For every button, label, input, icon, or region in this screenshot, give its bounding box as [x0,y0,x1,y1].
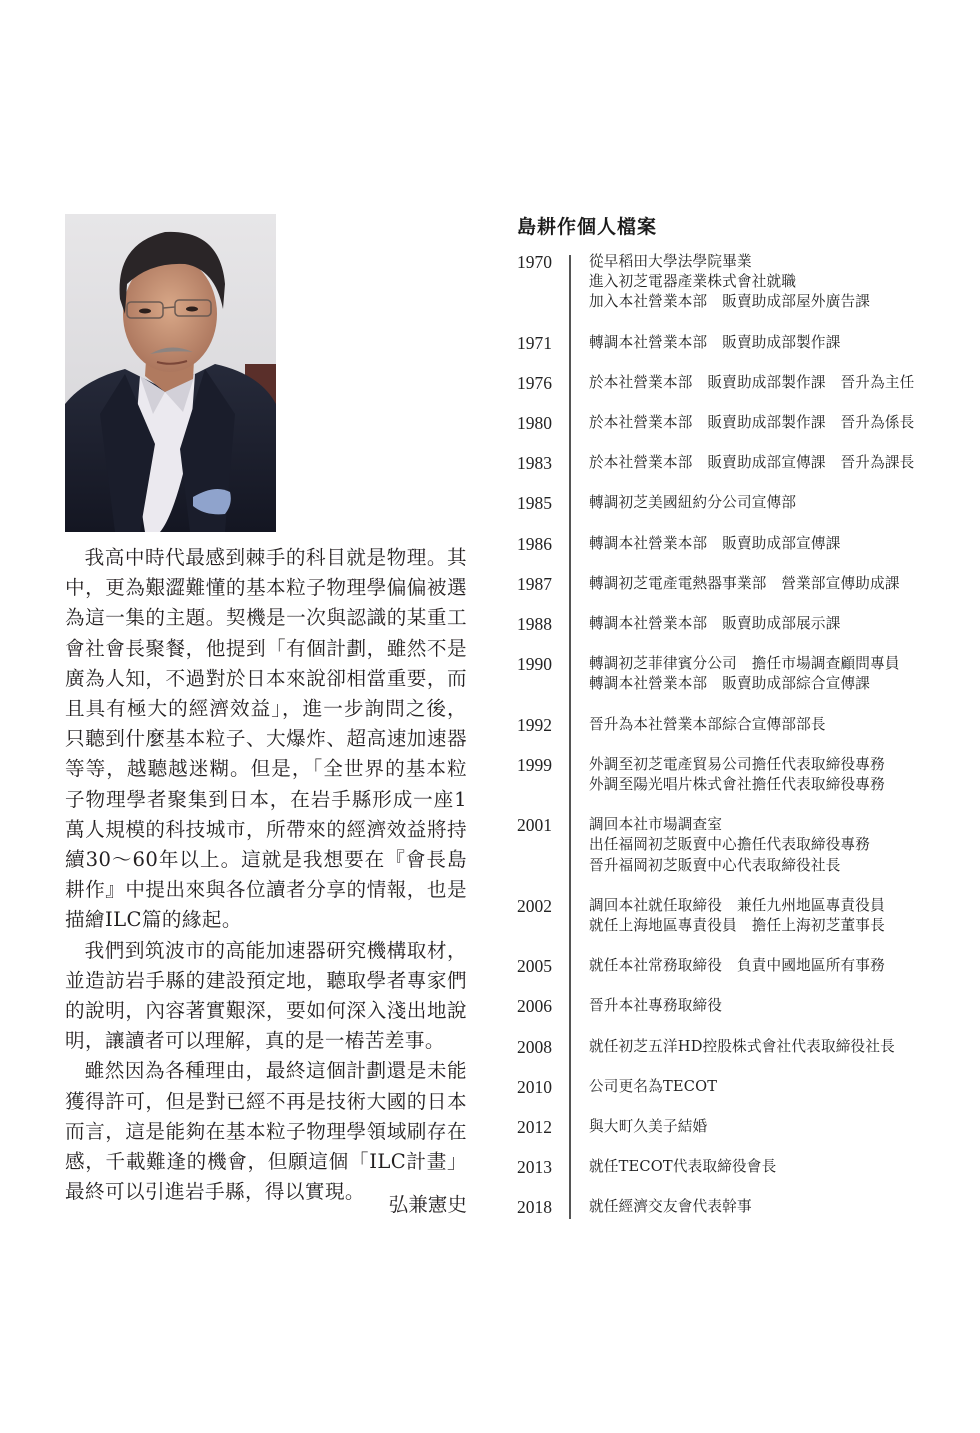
timeline-entry [517,1077,947,1097]
timeline-events [589,956,947,976]
timeline-entry [517,534,947,554]
timeline-year: 2001 [517,815,552,836]
timeline-event: 從早稻田大學法學院畢業 [589,253,752,270]
timeline-year: 2002 [517,895,552,916]
timeline-entry [517,413,947,433]
timeline-year: 1992 [517,714,552,735]
essay-paragraph: 雖然因為各種理由，最終這個計劃還是未能獲得許可，但是對已經不再是技術大國的日本而言，這是能夠在基本粒子物理學領域刷存在感，千載難逢的機會，但願這個「ILC計畫」最終可以引進岩手縣，得以實現。 [65,1059,467,1204]
timeline-year: 1987 [517,573,552,594]
timeline-events [589,815,947,876]
timeline-event: 轉調初芝美國紐約分公司宣傳部 [589,494,797,512]
afterword-essay [65,543,467,1207]
timeline-event: 調回本社就任取締役 兼任九州地區專責役員 [589,896,885,914]
timeline-entry [517,333,947,353]
timeline-entry [517,755,947,795]
timeline-entry [517,574,947,594]
timeline-events [589,333,947,353]
timeline-entry [517,614,947,634]
timeline-event: 轉調本社營業本部 販賣助成部宣傳課 [589,534,841,552]
timeline-events [589,1157,947,1177]
timeline-event: 轉調初芝菲律賓分公司 擔任市場調查顧問專員 [589,655,900,673]
timeline-events [589,574,947,594]
timeline-events [589,896,947,936]
timeline-event: 就任初芝五洋HD控股株式會社代表取締役社長 [589,1037,895,1055]
portrait-illustration [65,214,276,532]
timeline-year: 1971 [517,332,552,353]
timeline-entry [517,896,947,936]
timeline-year: 1990 [517,654,552,675]
timeline-entry [517,252,947,313]
timeline-events [589,715,947,735]
timeline-events [589,373,947,393]
timeline-year: 1986 [517,533,552,554]
timeline-entry [517,956,947,976]
timeline-event: 外調至陽光唱片株式會社擔任代表取締役專務 [589,776,885,794]
career-timeline [517,252,947,1218]
timeline-events [589,755,947,795]
timeline-events [589,1077,947,1097]
timeline-event: 就任經濟交友會代表幹事 [589,1198,752,1216]
timeline-year: 2012 [517,1117,552,1138]
timeline-event: 外調至初芝電產貿易公司擔任代表取締役專務 [589,755,885,773]
timeline-year: 2018 [517,1197,552,1218]
timeline-year: 1999 [517,754,552,775]
timeline-event: 晉升本社專務取締役 [589,997,723,1015]
profile-title: 島耕作個人檔案 [517,216,658,238]
timeline-event: 轉調初芝電產電熱器事業部 營業部宣傳助成課 [589,574,900,592]
timeline-event: 出任福岡初芝販賣中心擔任代表取締役專務 [589,836,871,854]
author-signature: 弘兼憲史 [388,1193,467,1216]
timeline-year: 1985 [517,493,552,514]
timeline-entry [517,1197,947,1217]
timeline-event: 加入本社營業本部 販賣助成部屋外廣告課 [589,293,871,311]
timeline-entry [517,815,947,876]
timeline-event: 就任本社常務取締役 負責中國地區所有事務 [589,957,885,975]
timeline-event: 於本社營業本部 販賣助成部宣傳課 晉升為課長 [589,454,915,472]
timeline-year: 1970 [517,252,552,272]
timeline-events [589,1037,947,1057]
timeline-event: 晉升為本社營業本部綜合宣傳部部長 [589,715,826,733]
timeline-event: 公司更名為TECOT [589,1077,718,1095]
timeline-year: 2010 [517,1076,552,1097]
timeline-event: 轉調本社營業本部 販賣助成部製作課 [589,333,841,351]
timeline-entry [517,715,947,735]
timeline-year: 2006 [517,996,552,1017]
timeline-events [589,654,947,694]
timeline-entry [517,493,947,513]
author-photo [65,214,276,532]
timeline-year: 2008 [517,1036,552,1057]
timeline-event: 調回本社市場調查室 [589,816,723,834]
timeline-events [589,1117,947,1137]
timeline-entry [517,996,947,1016]
timeline-event: 轉調本社營業本部 販賣助成部展示課 [589,615,841,633]
timeline-entry [517,1037,947,1057]
essay-paragraph: 我們到筑波市的高能加速器研究機構取材，並造訪岩手縣的建設預定地，聽取學者專家們的說明，內容著實艱深，要如何深入淺出地說明，讓讀者可以理解，真的是一樁苦差事。 [65,938,467,1053]
timeline-year: 1980 [517,413,552,434]
timeline-year: 1976 [517,372,552,393]
timeline-events [589,493,947,513]
timeline-year: 1988 [517,614,552,635]
timeline-year: 1983 [517,453,552,474]
timeline-event: 與大町久美子結婚 [589,1118,708,1136]
timeline-entry [517,1117,947,1137]
timeline-event: 就任上海地區專責役員 擔任上海初芝董事長 [589,917,885,935]
timeline-event: 於本社營業本部 販賣助成部製作課 晉升為係長 [589,414,915,432]
timeline-year: 2005 [517,956,552,977]
timeline-entry [517,1157,947,1177]
timeline-event: 就任TECOT代表取締役會長 [589,1158,777,1176]
timeline-events [589,413,947,433]
timeline-entry [517,654,947,694]
timeline-entry [517,453,947,473]
timeline-events [589,534,947,554]
timeline-events [589,1197,947,1217]
essay-paragraph: 我高中時代最感到棘手的科目就是物理。其中，更為艱澀難懂的基本粒子物理學偏偏被選為這一集的主題。契機是一次與認識的某重工會社會長聚餐，他提到「有個計劃，雖然不是廣為人知，不過對於日本來說卻相當重要，而且具有極大的經濟效益」，進一步詢問之後，只聽到什麼基本粒子、大爆炸、超高速加速器等等，越聽越迷糊。但是，「全世界的基本粒子物理學者聚集到日本，在岩手縣形成一座1萬人規模的科技城市，所帶來的經濟效益將持續30～60年以上。這就是我想要在『會長島耕作』中提出來與各位讀者分享的情報，也是描繪ILC篇的緣起。 [65,546,467,932]
timeline-event: 於本社營業本部 販賣助成部製作課 晉升為主任 [589,373,915,391]
timeline-events [589,252,947,313]
timeline-year: 2013 [517,1157,552,1178]
timeline-event: 晉升福岡初芝販賣中心代表取締役社長 [589,856,841,874]
timeline-event: 進入初芝電器產業株式會社就職 [589,273,797,291]
timeline-event: 轉調本社營業本部 販賣助成部綜合宣傳課 [589,675,871,693]
timeline-events [589,614,947,634]
timeline-events [589,453,947,473]
timeline-entry [517,373,947,393]
timeline-events [589,996,947,1016]
